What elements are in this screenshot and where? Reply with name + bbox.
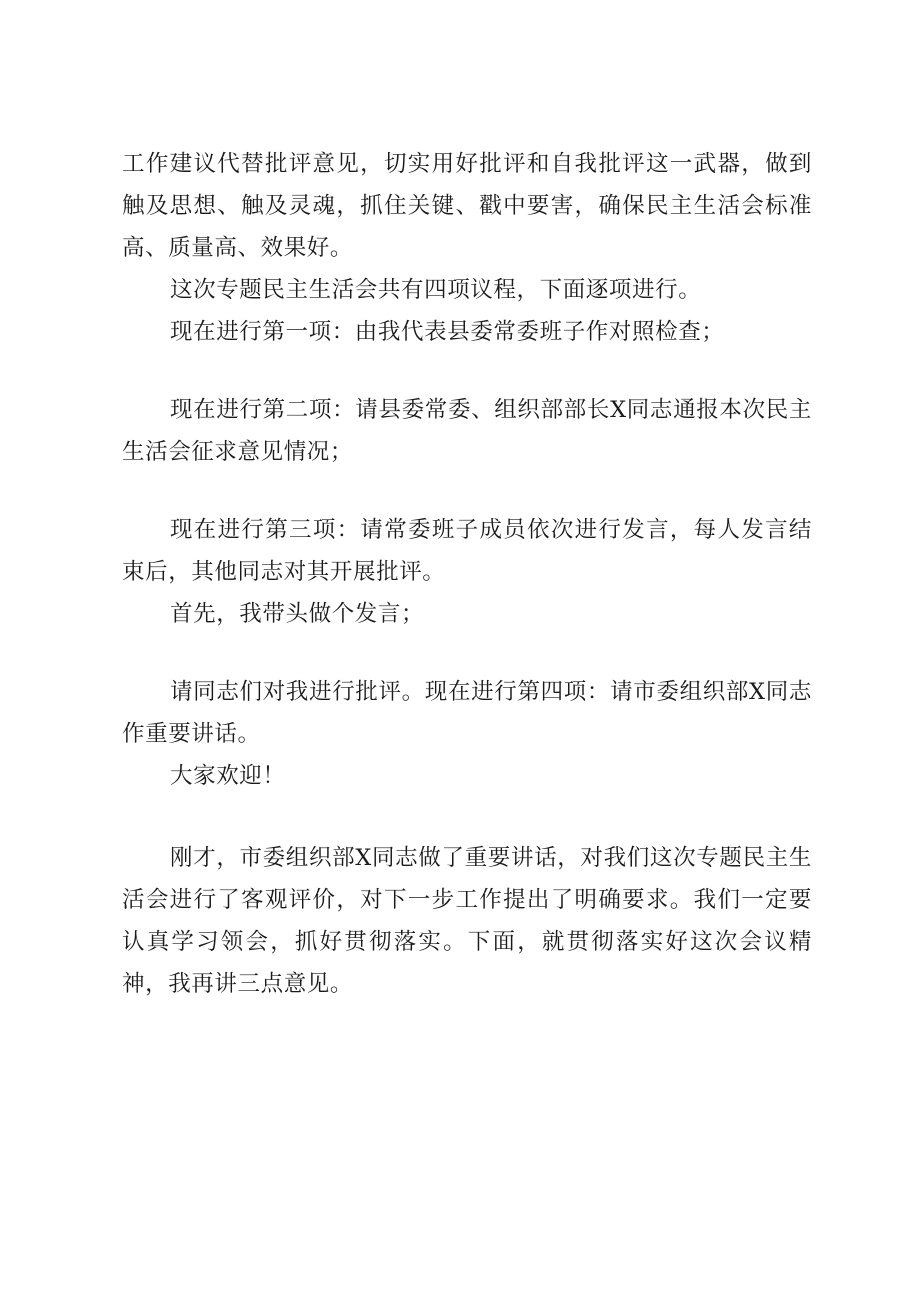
paragraph-welcome: 大家欢迎！ xyxy=(170,763,286,789)
spacer xyxy=(122,635,812,671)
spacer xyxy=(122,353,812,389)
paragraph-continuation: 工作建议代替批评意见，切实用好批评和自我批评这一武器，做到触及思想、触及灵魂，抓住关键、戳中要害，确保民主生活会标准高、质量高、效果好。 xyxy=(122,151,812,261)
paragraph-item-one: 现在进行第一项：由我代表县委常委班子作对照检查； xyxy=(170,319,725,345)
paragraph-item-three: 现在进行第三项：请常委班子成员依次进行发言，每人发言结束后，其他同志对其开展批评。 xyxy=(122,517,812,585)
spacer xyxy=(122,473,812,509)
paragraph-first-speech: 首先，我带头做个发言； xyxy=(170,601,425,627)
spacer xyxy=(122,797,812,837)
paragraph-closing: 刚才，市委组织部X同志做了重要讲话，对我们这次专题民主生活会进行了客观评价，对下一步工作提出了明确要求。我们一定要认真学习领会，抓好贯彻落实。下面，就贯彻落实好这次会议精神，我再讲三点意见。 xyxy=(122,845,812,997)
paragraph-item-four: 请同志们对我进行批评。现在进行第四项：请市委组织部X同志作重要讲话。 xyxy=(122,679,812,747)
paragraph-item-two: 现在进行第二项：请县委常委、组织部部长X同志通报本次民主生活会征求意见情况； xyxy=(122,397,812,465)
paragraph-agenda-intro: 这次专题民主生活会共有四项议程，下面逐项进行。 xyxy=(170,277,702,303)
document-body xyxy=(122,143,812,1005)
